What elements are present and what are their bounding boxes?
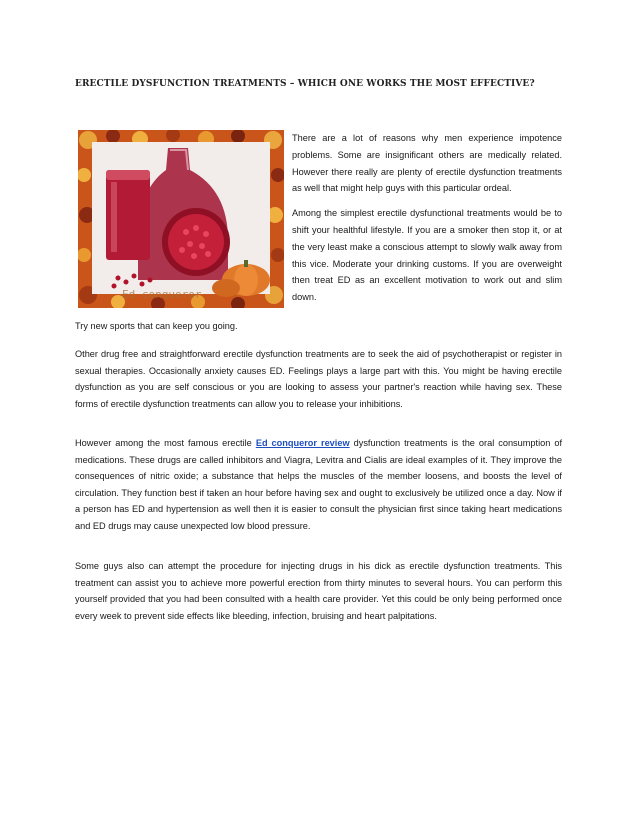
paragraph-2 — [75, 346, 562, 412]
framed-photo-graphic — [78, 130, 284, 308]
side-paragraph-1: There are a lot of reasons why men experience impotence problems. Some are insignificant others are medically related. However there really are plenty of erectile dysfunction treatments as well that might help guys with this particular ordeal. — [292, 133, 562, 194]
side-text-column — [292, 130, 562, 314]
paragraph-3-before-link: However among the most famous erectile — [75, 438, 256, 448]
paragraph-4 — [75, 558, 562, 624]
paragraph-2-text: Other drug free and straightforward erectile dysfunction treatments are to seek the aid of psychotherapist or register in sexual therapies. Occasionally anxiety causes ED. Feelings plays a large part with this. You might be having erectile dysfunction as you are self conscious or you are looking to assess your partner's reaction while having sex. These forms of erectile dysfunction treatments can allow you to release your inhibitions. — [75, 349, 562, 409]
side-paragraph-2: Among the simplest erectile dysfunctional treatments would be to shift your healthful lifestyle. If you are a smoker then stop it, or at the very least make a conscious attempt to slowly walk away from this vice. Moderate your drinking customs. If you are overweight then treat ED as an excellent motivation to work out and slim down. — [292, 208, 562, 303]
pomegranate-juice-image — [78, 130, 284, 308]
document-title: ERECTILE DYSFUNCTION TREATMENTS – WHICH ONE WORKS THE MOST EFFECTIVE? — [75, 79, 535, 89]
image-watermark: Ed conqueror — [122, 288, 202, 301]
continuation-line: Try new sports that can keep you going. — [75, 321, 238, 331]
paragraph-3-after-link: dysfunction treatments is the oral consumption of medications. These drugs are called inhibitors and Viagra, Levitra and Cialis are ideal examples of it. They improve the consequences of nitric oxide; a substance that helps the muscles of the member loosens, and boosts the level of circulation. They function best if taken an hour before having sex and ought to exclusively be utilized once a day. Now if a person has ED and hypertension as well then it is easier to consult the physician first since taking heart medications and ED drugs may cause unexpected low blood pressure. — [75, 438, 563, 531]
paragraph-4-text: Some guys also can attempt the procedure for injecting drugs in his dick as erectile dysfunction treatments. This treatment can assist you to achieve more powerful erection from thirty minutes to several hours. You can perform this yourself provided that you had been consulted with a health care provider. Yet this could be only being performed once every week to prevent side effects like bleeding, infection, bruising and heart palpitations. — [75, 561, 562, 621]
ed-conqueror-review-link[interactable]: Ed conqueror review — [255, 438, 350, 448]
paragraph-3 — [75, 435, 562, 534]
paragraph-3-text — [75, 435, 562, 534]
